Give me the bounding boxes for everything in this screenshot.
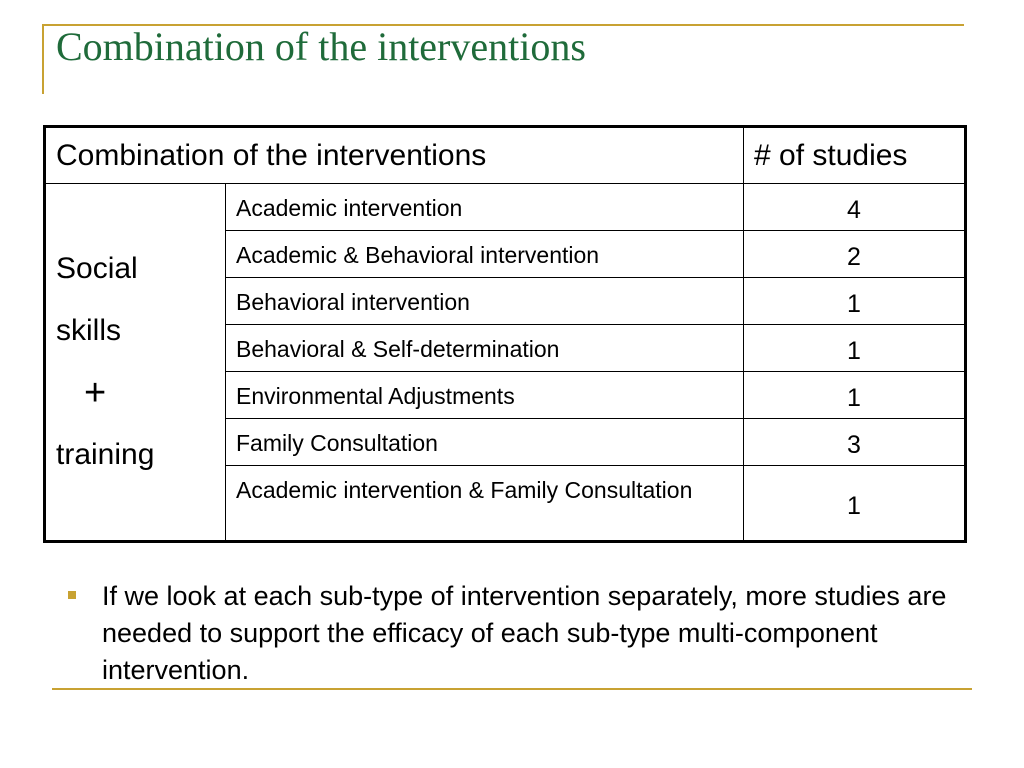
header-combination: Combination of the interventions [45, 127, 744, 184]
intervention-cell: Family Consultation [226, 419, 744, 466]
studies-count-cell: 4 [744, 184, 966, 231]
title-accent-vertical-line [42, 24, 44, 94]
intervention-cell: Academic intervention [226, 184, 744, 231]
intervention-cell: Behavioral intervention [226, 278, 744, 325]
plus-sign: + [84, 372, 107, 414]
table-header-row [45, 127, 966, 184]
table-row [45, 184, 966, 231]
studies-count-cell: 3 [744, 419, 966, 466]
bullet-text: If we look at each sub-type of intervention separately, more studies are needed to support the efficacy of each sub-type multi-component intervention. [102, 581, 947, 685]
studies-count-cell: 1 [744, 466, 966, 542]
studies-count-cell: 1 [744, 325, 966, 372]
footer-accent-line [52, 688, 972, 690]
studies-count-cell: 2 [744, 231, 966, 278]
group-label-line: training [56, 438, 155, 471]
group-label-line: Social [56, 252, 138, 285]
group-label-cell [45, 184, 226, 542]
square-bullet-icon [68, 591, 76, 599]
intervention-cell: Academic & Behavioral intervention [226, 231, 744, 278]
studies-count-cell: 1 [744, 278, 966, 325]
slide-title: Combination of the interventions [56, 24, 586, 69]
intervention-cell: Behavioral & Self-determination [226, 325, 744, 372]
header-studies: # of studies [744, 127, 966, 184]
bullet-list [68, 578, 948, 689]
group-label-line: skills + [56, 300, 225, 424]
intervention-cell: Environmental Adjustments [226, 372, 744, 419]
studies-count-cell: 1 [744, 372, 966, 419]
intervention-cell: Academic intervention & Family Consultation [226, 466, 744, 542]
interventions-table [43, 125, 967, 543]
